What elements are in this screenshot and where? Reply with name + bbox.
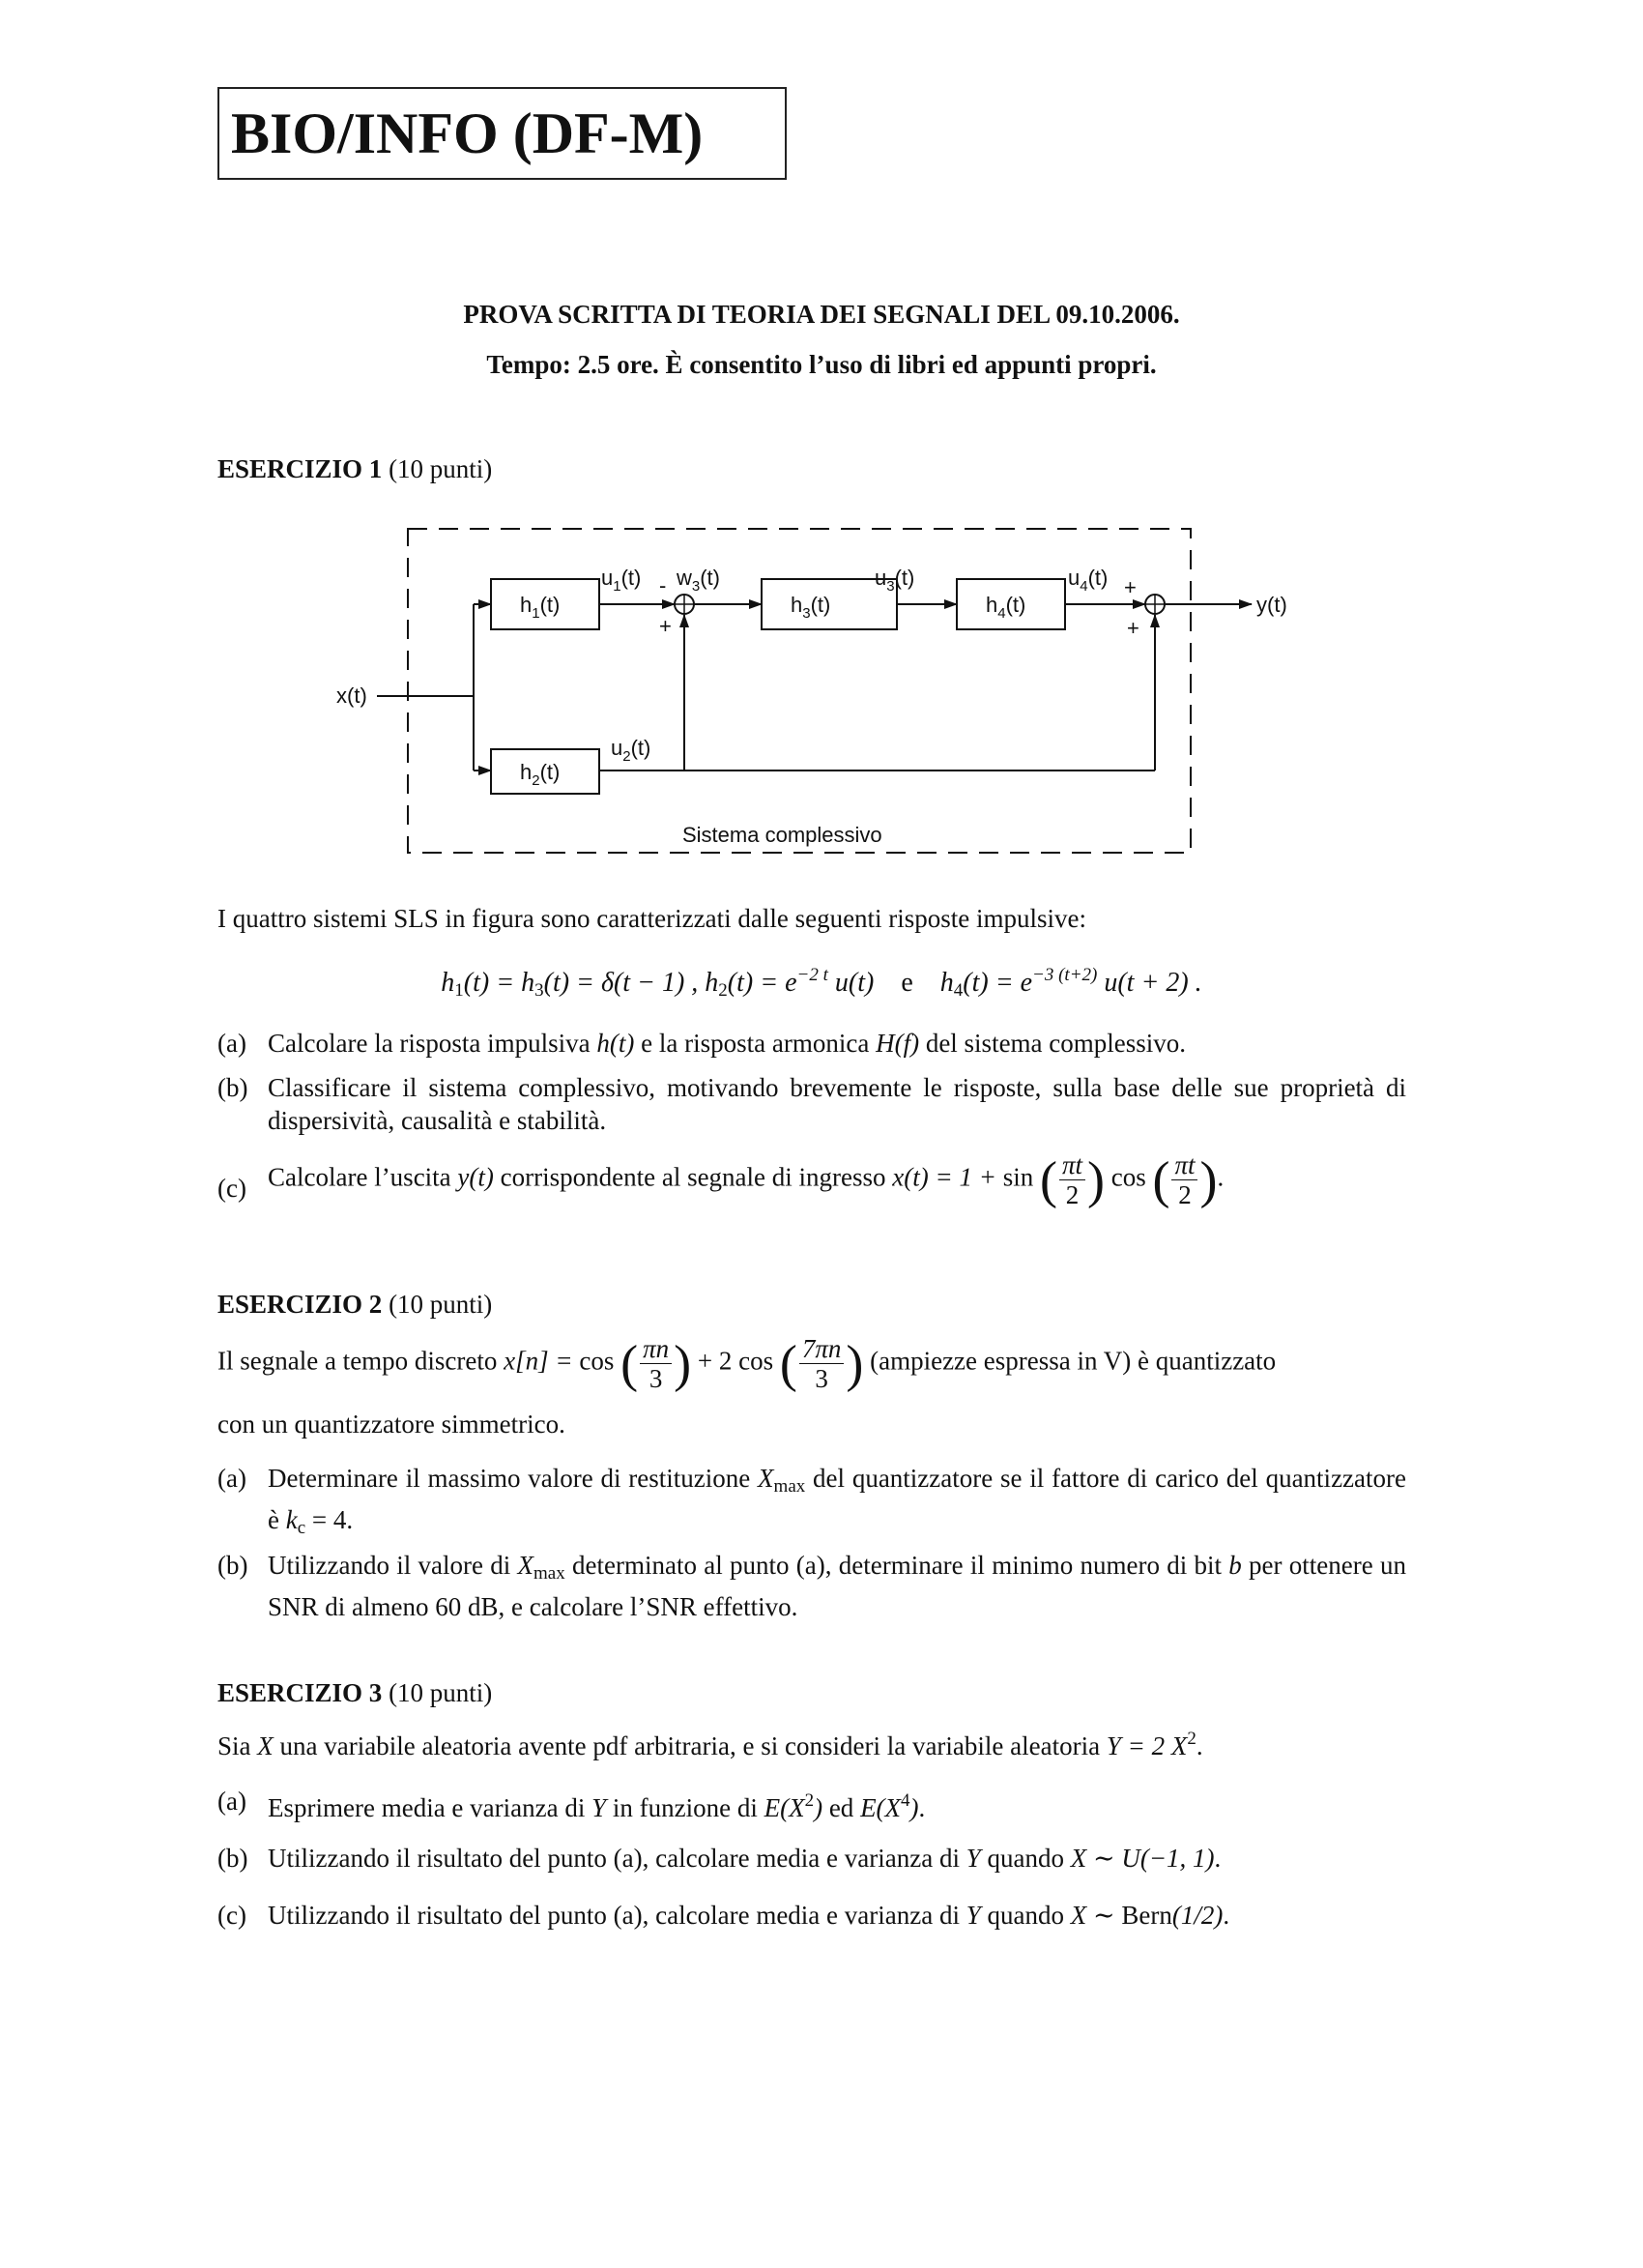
exercise-2-points: (10 punti) xyxy=(389,1290,493,1319)
exercise-1-points: (10 punti) xyxy=(389,454,493,483)
block-diagram xyxy=(319,517,1305,865)
output-label: y(t) xyxy=(1256,593,1287,617)
exercise-2-heading xyxy=(217,1290,492,1320)
exercise-3-title: ESERCIZIO 3 xyxy=(217,1678,383,1707)
exercise-3-item-b: (b) Utilizzando il risultato del punto (a), calcolare media e varianza di Y quando X ∼ U(−1, 1). xyxy=(217,1844,1222,1873)
exercise-2-item-b: (b) Utilizzando il valore di $X_{max}$ determinato al punto (a), determinare il minimo numero di bit b per ottenere un SNR di almeno 60 dB, e calcolare l’SNR effettivo. xyxy=(217,1551,1407,1621)
plus-sign-3: + xyxy=(1127,616,1139,640)
exercise-3-intro: Sia X una variabile aleatoria avente pdf arbitraria, e si consideri la variabile aleatoria Y = 2 $X^2$. xyxy=(217,1729,1203,1760)
course-title-box xyxy=(217,87,787,180)
svg-text:h2(t): $h_2(t)$ xyxy=(520,760,561,789)
w3-label: $w_3(t)$ xyxy=(677,566,720,595)
exercise-3-item-a: (a) Esprimere media e varianza di Y in funzione di $E(X^2)$ ed $E(X^4)$. xyxy=(217,1787,926,1822)
u2-label: $u_2(t)$ xyxy=(611,736,651,765)
exercise-1-item-c: (c) Calcolare l’uscita y(t) corrispondente al segnale di ingresso x(t) = 1 + sin ( $\frac{\pi t}{2}$ ) cos ( $\frac{\pi t}{2}$ ). xyxy=(217,1150,1225,1209)
course-title: BIO/INFO (DF-M) xyxy=(231,102,704,165)
exam-title: PROVA SCRITTA DI TEORIA DEI SEGNALI DEL 09.10.2006. xyxy=(463,300,1180,329)
exercise-2-title: ESERCIZIO 2 xyxy=(217,1290,383,1319)
exercise-1-heading xyxy=(217,454,492,484)
exercise-3-points: (10 punti) xyxy=(389,1678,493,1707)
exercise-2-item-a: (a) Determinare il massimo valore di restituzione $X_{max}$ del quantizzatore se il fattore di carico del quantizzatore è $k_c = 4$. xyxy=(217,1464,1406,1538)
exercise-3-item-c: (c) Utilizzando il risultato del punto (a), calcolare media e varianza di Y quando X ∼ Bern(1/2). xyxy=(217,1901,1230,1930)
svg-text:h3(t): $h_3(t)$ xyxy=(791,593,831,622)
impulse-responses-equation: $h_1(t) = h_3(t) = \delta(t - 1)$ , $h_2(t) = e^{-2 t}$ u(t) e $h_4(t) = e^{-3 (t+2)}$ u(t + 2) . xyxy=(441,965,1202,1001)
minus-sign: - xyxy=(659,573,667,597)
svg-text:h1(t): $h_1(t)$ xyxy=(520,593,561,622)
exercise-1-intro: I quattro sistemi SLS in figura sono caratterizzati dalle seguenti risposte impulsive: xyxy=(217,904,1087,933)
diagram-caption: Sistema complessivo xyxy=(682,823,882,847)
exercise-3-heading xyxy=(217,1678,492,1708)
u3-label: $u_3(t)$ xyxy=(875,566,915,595)
svg-text:h4(t): $h_4(t)$ xyxy=(986,593,1026,622)
exercise-2-intro: Il segnale a tempo discreto x[n] = cos ( $\frac{\pi n}{3}$ ) + 2 cos ( $\frac{7\pi n}{3}$ ) (ampiezze espressa in V) è quantizzato xyxy=(217,1334,1277,1393)
u1-label: $u_1(t)$ xyxy=(601,566,642,595)
exercise-1-item-b: (b) Classificare il sistema complessivo, motivando brevemente le risposte, sulla base delle sue proprietà di dispersività, causalità e stabilità. xyxy=(217,1073,1406,1135)
exercise-1-title: ESERCIZIO 1 xyxy=(217,454,383,483)
plus-sign-2: + xyxy=(1124,575,1137,599)
exam-subtitle: Tempo: 2.5 ore. È consentito l’uso di libri ed appunti propri. xyxy=(486,350,1157,379)
u4-label: $u_4(t)$ xyxy=(1068,566,1109,595)
exercise-1-item-a: (a) Calcolare la risposta impulsiva h(t) e la risposta armonica H(f) del sistema complessivo. xyxy=(217,1029,1187,1058)
exercise-2-intro-cont: con un quantizzatore simmetrico. xyxy=(217,1410,565,1439)
input-label: x(t) xyxy=(336,683,367,708)
plus-sign-1: + xyxy=(659,614,672,638)
